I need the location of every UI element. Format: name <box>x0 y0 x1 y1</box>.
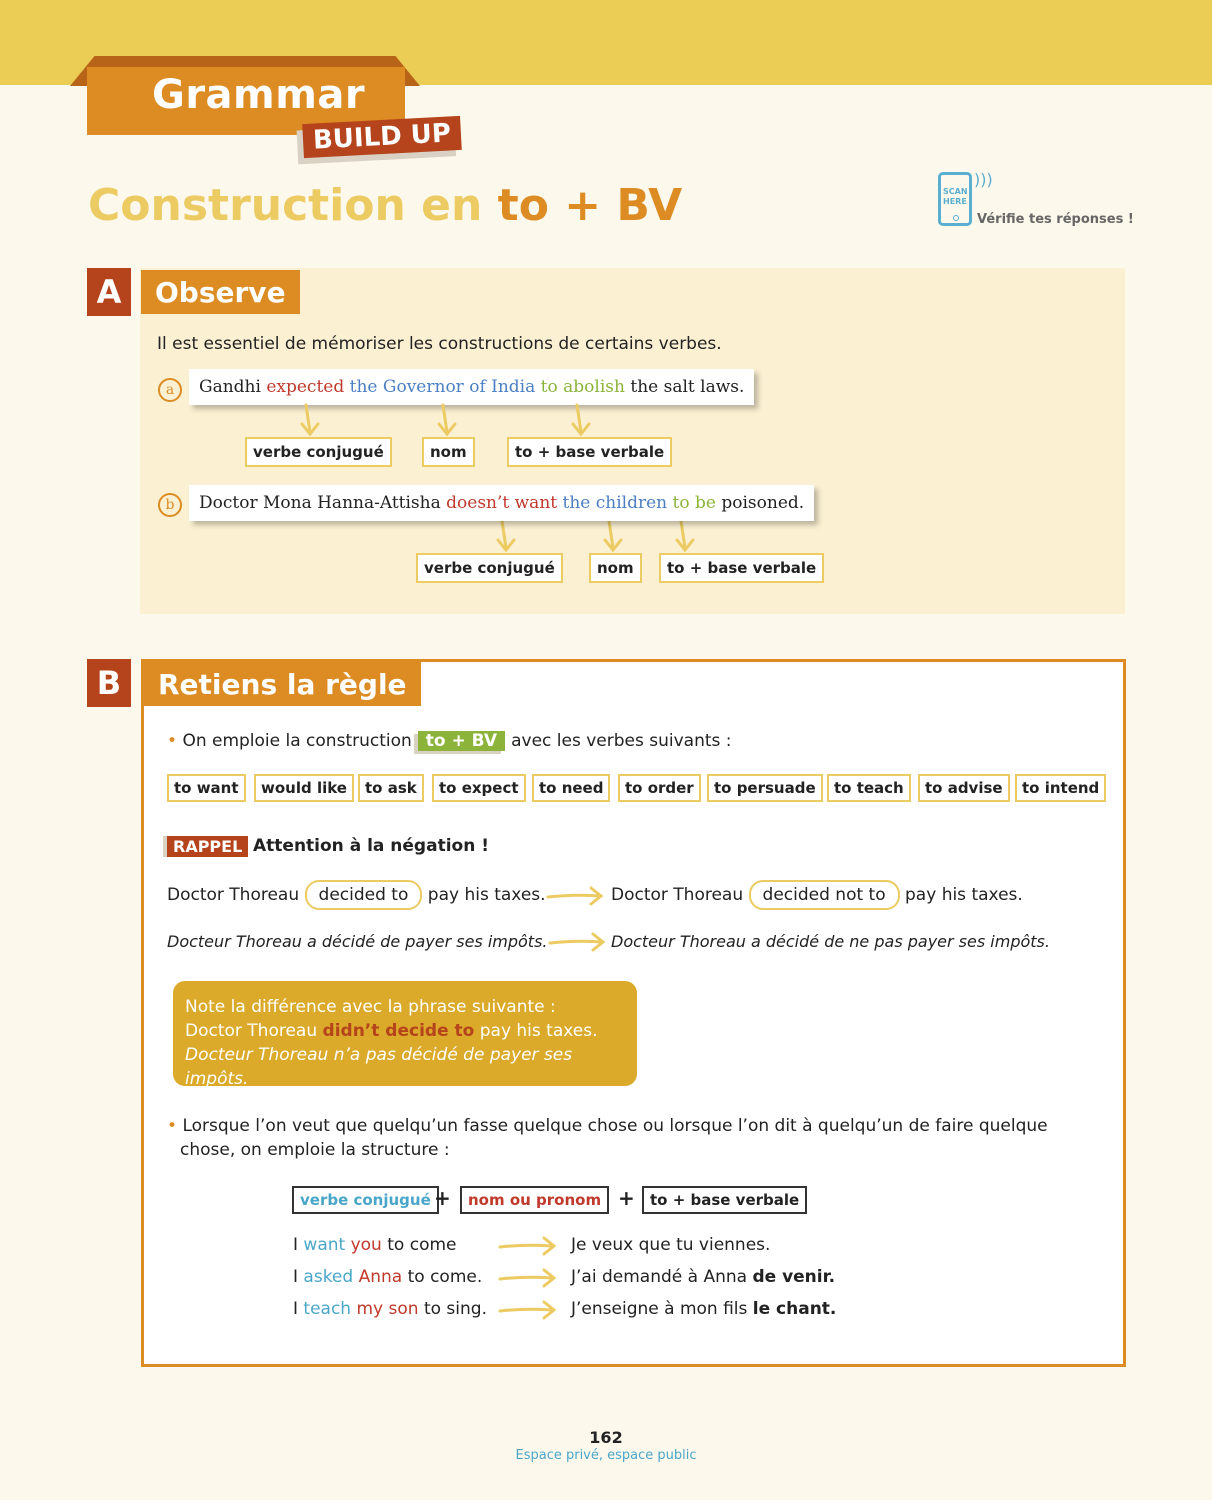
section-a-intro: Il est essentiel de mémoriser les constructions de certains verbes. <box>157 334 722 354</box>
ea-verb: expected <box>266 377 345 397</box>
section-a-letter: A <box>87 268 131 316</box>
neg-right-post: pay his taxes. <box>905 885 1023 905</box>
title-part2: to + BV <box>497 180 683 231</box>
section-a-title: Observe <box>141 270 300 314</box>
ex1-obj: you <box>350 1235 382 1255</box>
ex3-subject: I <box>293 1299 304 1319</box>
note-line-2 <box>185 1019 625 1043</box>
verb-chip: to need <box>532 774 610 802</box>
note-line-1: Note la différence avec la phrase suivante : <box>185 997 556 1017</box>
eb-to-bv: to be <box>667 493 716 513</box>
label-to-a: to + base verbale <box>507 437 672 467</box>
bullet-1-post: avec les verbes suivants : <box>511 731 732 751</box>
ex1-verb: want <box>303 1235 346 1255</box>
book-title: Espace privé, espace public <box>515 1448 697 1463</box>
label-nom-a: nom <box>422 437 475 467</box>
verb-chip: to ask <box>358 774 424 802</box>
bullet-2: • Lorsque l’on veut que quelqu’un fasse quelque chose ou lorsque l’on dit à quelqu’un de faire quelque chose, on emploie la structure : <box>167 1116 1048 1160</box>
ex3-obj: my son <box>356 1299 419 1319</box>
ex2-obj: Anna <box>358 1267 403 1287</box>
title-part1: Construction en <box>88 180 498 231</box>
grammar-title: Grammar <box>152 72 366 118</box>
eb-verb: doesn’t want <box>446 493 558 513</box>
example-row-3 <box>293 1299 487 1319</box>
ea-noun: the Governor of India <box>344 377 536 397</box>
ex2-rest: to come. <box>402 1267 483 1287</box>
ex3-verb: teach <box>303 1299 352 1319</box>
verb-chip: to teach <box>827 774 911 802</box>
bullet-1: • On emploie la construction to + BV avec les verbes suivants : <box>167 731 732 751</box>
ex3-rest: to sing. <box>418 1299 487 1319</box>
verb-chip: to want <box>167 774 246 802</box>
bullet-2-line-1: Lorsque l’on veut que quelqu’un fasse quelque chose ou lorsque l’on dit à quelqu’un de faire quelque <box>182 1116 1048 1136</box>
verify-link[interactable]: Vérifie tes réponses ! <box>977 212 1134 227</box>
example-row-3-fr <box>571 1299 836 1319</box>
build-up-badge: BUILD UP <box>302 116 462 158</box>
label-verbe-a: verbe conjugué <box>245 437 392 467</box>
example-row-1-fr <box>571 1235 770 1255</box>
french-left: Docteur Thoreau a décidé de payer ses impôts. <box>167 932 548 951</box>
ex1-subject: I <box>293 1235 304 1255</box>
example-row-2 <box>293 1267 482 1287</box>
neg-left-pill: decided to <box>305 880 423 910</box>
example-row-2-fr <box>571 1267 835 1287</box>
section-b-title: Retiens la règle <box>144 662 421 706</box>
bullet-1-pre: On emploie la construction <box>182 731 412 751</box>
bullet-2-line-2: chose, on emploie la structure : <box>180 1140 450 1160</box>
ea-subject: Gandhi <box>199 377 267 397</box>
ex2-fr: J’ai demandé à Anna <box>571 1267 753 1287</box>
eb-noun: the children <box>557 493 668 513</box>
ex2-verb: asked <box>303 1267 354 1287</box>
rappel-text: Attention à la négation ! <box>253 836 489 856</box>
neg-left-post: pay his taxes. <box>427 885 546 905</box>
note-line-2-mid: didn’t decide to <box>322 1021 475 1041</box>
plus-sign: + <box>618 1186 635 1210</box>
verb-chip: to expect <box>432 774 526 802</box>
eb-rest: poisoned. <box>715 493 805 513</box>
ex3-fr: J’enseigne à mon fils <box>571 1299 753 1319</box>
neg-right-pill: decided not to <box>749 880 900 910</box>
ea-to-bv: to abolish <box>535 377 625 397</box>
ex1-rest: to come <box>381 1235 457 1255</box>
structure-to-bv: to + base verbale <box>642 1186 807 1214</box>
structure-verb: verbe conjugué <box>292 1186 439 1214</box>
neg-right-pre: Doctor Thoreau <box>611 885 744 905</box>
ea-rest: the salt laws. <box>624 377 745 397</box>
plus-sign: + <box>434 1186 451 1210</box>
verb-chip: to advise <box>918 774 1010 802</box>
label-verbe-b: verbe conjugué <box>416 553 563 583</box>
eb-subject: Doctor Mona Hanna-Attisha <box>199 493 447 513</box>
rappel-badge: RAPPEL <box>167 836 248 857</box>
structure-noun: nom ou pronom <box>460 1186 609 1214</box>
ex1-fr: Je veux que tu viennes. <box>571 1235 771 1255</box>
example-a-marker: a <box>158 378 182 402</box>
label-nom-b: nom <box>589 553 642 583</box>
example-row-1 <box>293 1235 456 1255</box>
label-to-b: to + base verbale <box>659 553 824 583</box>
example-b-marker: b <box>158 493 182 517</box>
french-right: Docteur Thoreau a décidé de ne pas payer ses impôts. <box>611 932 1050 951</box>
ex3-fr-bold: le chant. <box>752 1299 837 1319</box>
scan-label: SCAN HERE <box>943 187 968 206</box>
note-line-3: Docteur Thoreau n’a pas décidé de payer ses impôts. <box>185 1045 573 1089</box>
signal-icon: ))) <box>974 170 993 189</box>
verb-chip: would like <box>254 774 354 802</box>
to-bv-tag: to + BV <box>418 731 505 751</box>
ex2-subject: I <box>293 1267 304 1287</box>
neg-left-pre: Doctor Thoreau <box>167 885 300 905</box>
ex2-fr-bold: de venir. <box>752 1267 836 1287</box>
section-b-letter: B <box>87 659 131 707</box>
note-line-2-post: pay his taxes. <box>474 1021 598 1041</box>
page-number: 162 <box>589 1428 623 1447</box>
verb-chip: to persuade <box>707 774 823 802</box>
note-line-2-pre: Doctor Thoreau <box>185 1021 323 1041</box>
verb-chip: to order <box>618 774 701 802</box>
note-box <box>173 981 637 1089</box>
verb-chip: to intend <box>1015 774 1106 802</box>
